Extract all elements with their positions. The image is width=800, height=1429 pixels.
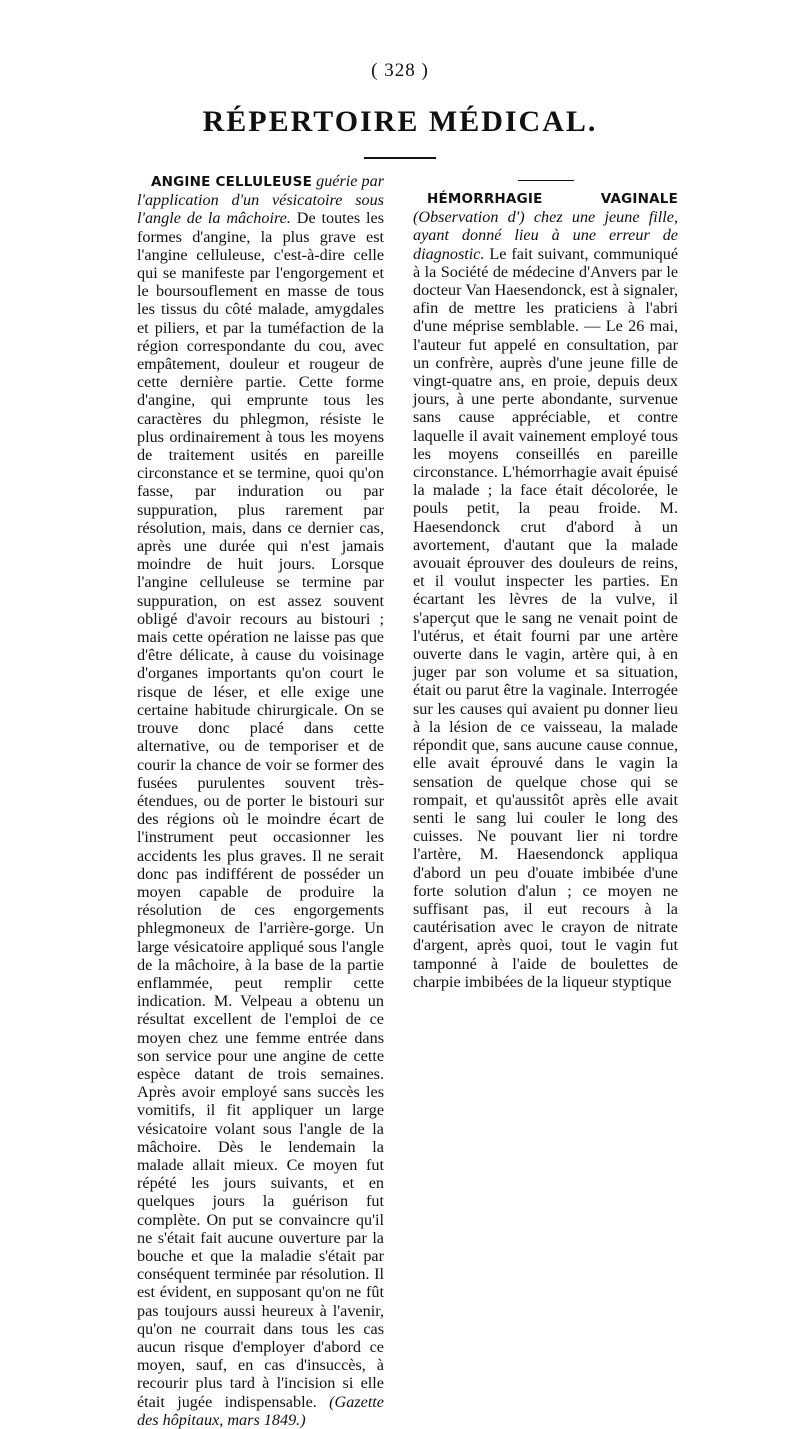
article-body: Le fait suivant, communiqué à la Société de médecine d'Anvers par le docteur Van Haesendonck, est à signaler, afin de mettre les praticiens à l'abri d'une méprise semblable. — Le 26 mai, l'auteur fut appelé en consultation, par un confrère, auprès d'une jeune fille de vingt-quatre ans, en proie, depuis deux jours, à une perte abondante, survenue sans cause appréciable, et contre laquelle il avait vainement employé tous les moyens conseillés en pareille circonstance. L'hémorrhagie avait épuisé la malade ; la face était décolorée, le pouls petit, la peau froide. M. Haesendonck crut d'abord à un avortement, d'autant que la malade avouait éprouver des douleurs de reins, et il voulut inspecter les parties. En écartant les lèvres de la vulve, il s'aperçut que le sang ne venait point de l'utérus, et était fourni par une artère ouverte dans le vagin, artère qui, à en juger par son volume et sa situation, était ou parut être la vaginale. Interrogée sur les causes qui avaient pu donner lieu à la lésion de ce vaisseau, la malade répondit que, sans aucune cause connue, elle avait éprouvé dans le vagin la sensation de quelque chose qui se rompait, et qu'aussitôt après elle avait senti le sang lui couler le long des cuisses. Ne pouvant lier ni tordre l'artère, M. Haesendonck appliqua d'abord un peu d'ouate imbibée d'une forte solution d'alun ; ce moyen ne suffisant pas, il eut recours à la cautérisation avec le crayon de nitrate d'argent, après quoi, tout le vagin fut tamponné à l'aide de boulettes de charpie imbibées de la liqueur styptique [413,244,679,991]
article-heading: ANGINE CELLULEUSE [151,174,313,190]
page-title: RÉPERTOIRE MÉDICAL. [202,105,598,138]
article-subtitle: guérie par l'application d'un vésicatoire sous l'angle de la mâchoire. [137,172,384,228]
article-source: (Gazette des hôpitaux, mars 1849.) [137,1392,384,1429]
article-body: De toutes les formes d'angine, la plus grave est l'angine celluleuse, c'est-à-dire celle qui se manifeste par l'engorgement et le boursouflement en masse de tous les tissus du côté malade, amygdales et piliers, et par la tuméfaction de la région correspondante du cou, avec empâtement, douleur et rougeur de cette dernière partie. Cette forme d'angine, qui emprunte tous les caractères du phlegmon, résiste le plus ordinairement à tous les moyens de traitement usités en pareille circonstance et se termine, quoi qu'on fasse, par induration ou par suppuration, plus rarement par résolution, mais, dans ce dernier cas, après une durée qui n'est jamais moindre de huit jours. Lorsque l'angine celluleuse se termine par suppuration, on est assez souvent obligé d'avoir recours au bistouri ; mais cette opération ne laisse pas que d'être délicate, à cause du voisinage d'organes importants qu'on court le risque de léser, et elle exige une certaine habitude chirurgicale. On se trouve donc placé dans cette alternative, ou de temporiser et de courir la chance de voir se former des fusées purulentes souvent très-étendues, ou de porter le bistouri sur des régions où le moindre écart de l'instrument peut occasionner les accidents les plus graves. Il ne serait donc pas indifférent de posséder un moyen capable de produire la résolution de ces engorgements phlegmoneux de l'arrière-gorge. Un large vésicatoire appliqué sous l'angle de la mâchoire, à la base de la partie enflammée, peut remplir cette indication. M. Velpeau a obtenu un résultat excellent de l'emploi de ce moyen chez une femme entrée dans son service pour une angine de cette espèce datant de trois semaines. Après avoir employé sans succès les vomitifs, il fit appliquer un large vésicatoire volant sous l'angle de la mâchoire. Dès le lendemain la malade allait mieux. Ce moyen fut répété les jours suivants, et en quelques jours la guérison fut complète. On put se convaincre qu'il ne s'était fait aucune ouverture par la bouche et que la maladie s'était par conséquent terminée par résolution. Il est évident, en supposant qu'on ne fût pas toujours aussi heureux à l'avenir, qu'on ne courrait dans tous les cas aucun risque d'employer d'abord ce moyen, sauf, en cas d'insuccès, à recourir plus tard à l'incision si elle était jugée indispensable. [137,209,384,1411]
title-rule [364,157,436,159]
article-heading: HÉMORRHAGIE VAGINALE [427,191,678,207]
article-angine [137,172,384,1429]
left-column [137,172,384,1429]
article-separator [518,180,574,181]
article-hemorrhagie [413,189,678,991]
right-column [413,172,678,991]
page-number: ( 328 ) [371,60,429,81]
article-subtitle: (Observation d') chez une jeune fille, ayant donné lieu à une erreur de diagnostic. [413,208,678,263]
